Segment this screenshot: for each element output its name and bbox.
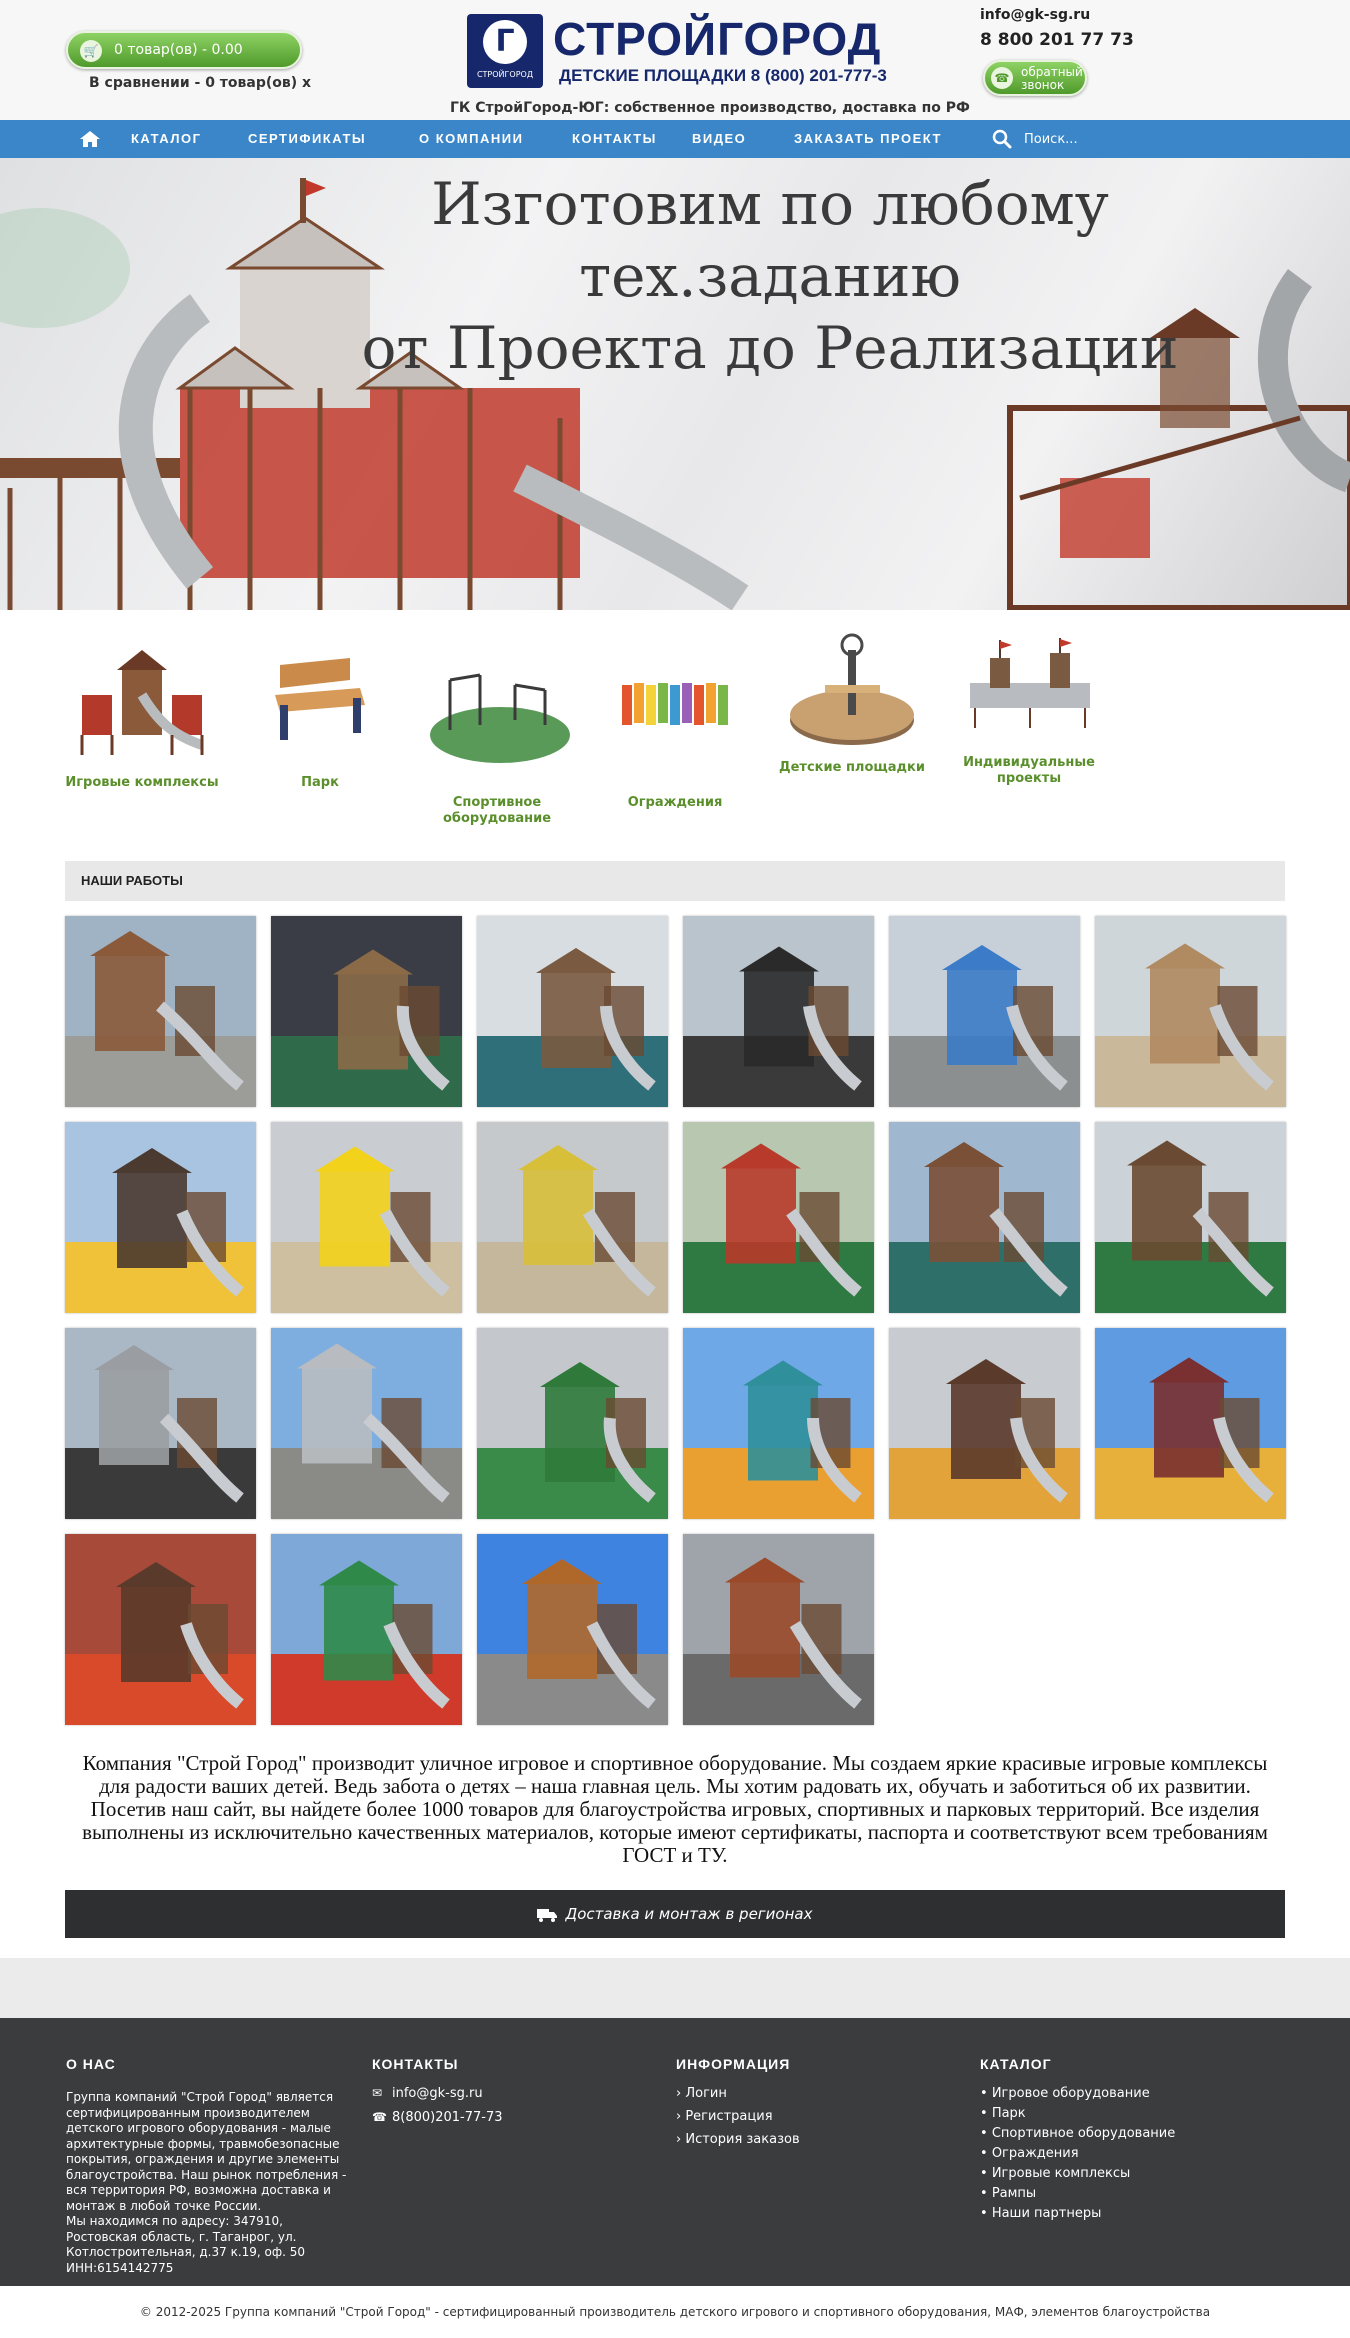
footer-info-title: ИНФОРМАЦИЯ	[676, 2056, 791, 2072]
company-description: Компания "Строй Город" производит уличное игровое и спортивное оборудование. Мы создаем яркие красивые игровые комплексы для радости ваших детей. Ведь забота о детях – наша главная цель. Мы хотим радовать их, обучать и заботиться об их развитии. Посетив наш сайт, вы найдете более 1000 товаров для благоустройства игровых, спортивных и парковых территорий. Все изделия выполнены из исключительно качественных материалов, которые имеют сертификаты, паспорта и соответствуют всем требованиям ГОСТ и ТУ.	[82, 1751, 1268, 1867]
callback-button[interactable]	[983, 60, 1087, 96]
footer-phone: 8(800)201-77-73	[392, 2110, 503, 2125]
banner-headline-line3: от Проекта до Реализации	[361, 314, 1179, 382]
footer-catalog-link[interactable]	[980, 2126, 1175, 2141]
work-photo[interactable]	[889, 1122, 1080, 1313]
phone-icon: ☎	[372, 2110, 387, 2124]
nav-item-contacts[interactable]: КОНТАКТЫ	[572, 131, 657, 146]
footer-catalog-link[interactable]	[980, 2206, 1101, 2221]
category-image-park[interactable]	[265, 650, 375, 750]
cart-label: 0 товар(ов) - 0.00	[114, 42, 243, 58]
work-photo-image	[889, 916, 1080, 1107]
work-photo-image	[477, 1534, 668, 1725]
work-photo[interactable]	[271, 1534, 462, 1725]
logo-subtitle: ДЕТСКИЕ ПЛОЩАДКИ 8 (800) 201-777-3	[559, 66, 887, 85]
phone-icon: ☎	[991, 67, 1013, 89]
footer-catalog-link-label: Рампы	[991, 2186, 1037, 2201]
work-photo[interactable]	[271, 1328, 462, 1519]
work-photo-image	[271, 1122, 462, 1313]
work-photo-image	[683, 1122, 874, 1313]
footer-catalog-link-label: Наши партнеры	[991, 2206, 1102, 2221]
work-photo[interactable]	[65, 1122, 256, 1313]
site-logo[interactable]	[467, 12, 887, 90]
work-photo-image	[477, 1328, 668, 1519]
work-photo-image	[1095, 916, 1286, 1107]
work-photo[interactable]	[1095, 916, 1286, 1107]
header-email-link[interactable]: info@gk-sg.ru	[980, 7, 1091, 23]
work-photo-image	[889, 1328, 1080, 1519]
work-photo-image	[477, 1122, 668, 1313]
work-photo-image	[477, 916, 668, 1107]
footer-info-link[interactable]	[676, 2132, 800, 2147]
work-photo[interactable]	[65, 1328, 256, 1519]
logo-name: СТРОЙГОРОД	[553, 13, 882, 65]
work-photo-image	[1095, 1122, 1286, 1313]
work-photo[interactable]	[683, 1328, 874, 1519]
category-image-sport-equipment[interactable]	[425, 660, 575, 765]
search-input[interactable]	[1024, 127, 1144, 151]
header-phone-link[interactable]: 8 800 201 77 73	[980, 30, 1134, 50]
work-photo-image	[683, 1328, 874, 1519]
footer-catalog-link[interactable]	[980, 2146, 1079, 2161]
work-photo-image	[65, 1122, 256, 1313]
work-photo[interactable]	[477, 916, 668, 1107]
work-photo[interactable]	[1095, 1122, 1286, 1313]
nav-item-certificates[interactable]: СЕРТИФИКАТЫ	[248, 131, 367, 146]
home-icon[interactable]	[80, 131, 100, 147]
bullet-icon: •	[980, 2166, 992, 2181]
work-photo[interactable]	[65, 916, 256, 1107]
footer-catalog-link[interactable]	[980, 2186, 1036, 2201]
truck-icon	[537, 1908, 557, 1922]
footer-catalog-link-label: Ограждения	[991, 2146, 1079, 2161]
work-photo[interactable]	[683, 1534, 874, 1725]
work-photo[interactable]	[477, 1122, 668, 1313]
banner-headline-line1: Изготовим по любому	[431, 170, 1109, 238]
work-photo-image	[65, 1328, 256, 1519]
nav-item-about[interactable]: О КОМПАНИИ	[419, 131, 524, 146]
spacer-band	[0, 1958, 1350, 2018]
chevron-right-icon: ›	[676, 2132, 686, 2147]
work-photo-image	[889, 1122, 1080, 1313]
bullet-icon: •	[980, 2146, 992, 2161]
work-photo[interactable]	[683, 916, 874, 1107]
cart-icon: 🛒	[80, 40, 102, 62]
category-image-playgrounds[interactable]	[785, 630, 920, 755]
header-tagline: ГК СтройГород-ЮГ: собственное производство, доставка по РФ	[450, 100, 970, 116]
main-nav	[0, 120, 1350, 158]
footer-catalog-link-label: Игровое оборудование	[991, 2086, 1150, 2101]
chevron-right-icon: ›	[676, 2109, 686, 2124]
footer-catalog-link[interactable]	[980, 2086, 1150, 2101]
footer-info-link-label: История заказов	[685, 2132, 800, 2147]
footer-info-link[interactable]	[676, 2109, 773, 2124]
work-photo-image	[271, 916, 462, 1107]
bullet-icon: •	[980, 2126, 992, 2141]
site-footer	[0, 2018, 1350, 2286]
banner-headline-line2: тех.заданию	[579, 242, 961, 310]
delivery-link[interactable]	[65, 1890, 1285, 1938]
footer-catalog-link-label: Игровые комплексы	[991, 2166, 1131, 2181]
footer-email: info@gk-sg.ru	[392, 2086, 483, 2101]
logo-emblem-letter: Г	[483, 20, 527, 64]
category-image-fences[interactable]	[620, 675, 730, 735]
category-park[interactable]: Парк	[301, 775, 339, 790]
delivery-label: Доставка и монтаж в регионах	[565, 1905, 813, 1923]
envelope-icon: ✉	[372, 2086, 383, 2100]
bullet-icon: •	[980, 2086, 992, 2101]
category-image-individual-projects[interactable]	[960, 638, 1100, 733]
bullet-icon: •	[980, 2186, 992, 2201]
category-individual-projects[interactable]: Индивидуальные проекты	[963, 755, 1095, 786]
cart-button[interactable]	[66, 31, 302, 69]
work-photo-image	[271, 1534, 462, 1725]
compare-link[interactable]: В сравнении - 0 товар(ов) x	[89, 75, 312, 91]
work-photo-image	[65, 1534, 256, 1725]
category-playgrounds[interactable]: Детские площадки	[779, 760, 925, 775]
work-photo[interactable]	[65, 1534, 256, 1725]
chevron-right-icon: ›	[676, 2086, 686, 2101]
works-title: НАШИ РАБОТЫ	[81, 873, 183, 888]
footer-info-link[interactable]	[676, 2086, 727, 2101]
copyright: © 2012-2025 Группа компаний "Строй Город" - сертифицированный производитель детского игрового и спортивного оборудования, МАФ, элементов благоустройства	[0, 2286, 1350, 2338]
category-fences[interactable]: Ограждения	[627, 795, 723, 810]
work-photo[interactable]	[683, 1122, 874, 1313]
callback-label-line1: обратный	[1021, 65, 1083, 79]
category-play-complexes[interactable]: Игровые комплексы	[65, 775, 219, 790]
work-photo-image	[1095, 1328, 1286, 1519]
footer-catalog-link-label: Спортивное оборудование	[991, 2126, 1176, 2141]
footer-info-link-label: Логин	[685, 2086, 727, 2101]
work-photo[interactable]	[271, 1122, 462, 1313]
footer-email-link[interactable]	[372, 2086, 483, 2101]
work-photo[interactable]	[889, 916, 1080, 1107]
footer-contacts-title: КОНТАКТЫ	[372, 2056, 459, 2072]
work-photo-image	[683, 1534, 874, 1725]
logo-emblem-text: СТРОЙГОРОД	[476, 70, 534, 79]
nav-item-video[interactable]: ВИДЕО	[692, 131, 747, 146]
logo-emblem	[467, 14, 543, 88]
nav-item-order-project[interactable]: ЗАКАЗАТЬ ПРОЕКТ	[794, 131, 942, 146]
work-photo[interactable]	[477, 1534, 668, 1725]
works-section-header	[65, 861, 1285, 901]
footer-catalog-link[interactable]	[980, 2166, 1130, 2181]
site-header	[0, 0, 1350, 120]
footer-about-text: Группа компаний "Строй Город" является сертифицированным производителем детского игрового оборудования - малые архитектурные формы, травмобезопасные покрытия, ограждения и другие элементы благоустройства. Наш рынок потребления - вся территория РФ, возможна доставка и монтаж в любой точке России. Мы находимся по адресу: 347910, Ростовская область, г. Таганрог, ул. Котлостроительная, д.37 к.19, оф. 50 ИНН:6154142775	[66, 2090, 347, 2275]
footer-info-link-label: Регистрация	[685, 2109, 773, 2124]
nav-item-catalog[interactable]: КАТАЛОГ	[131, 131, 202, 146]
category-sport-equipment[interactable]: Спортивное оборудование	[442, 795, 552, 826]
footer-phone-link[interactable]	[372, 2110, 503, 2125]
work-photo[interactable]	[271, 916, 462, 1107]
footer-about-title: О НАС	[66, 2056, 116, 2072]
work-photo-image	[271, 1328, 462, 1519]
search-icon[interactable]	[992, 129, 1012, 149]
category-image-play-complexes[interactable]	[62, 640, 222, 760]
bullet-icon: •	[980, 2106, 992, 2121]
footer-catalog-link-label: Парк	[991, 2106, 1026, 2121]
footer-catalog-title: КАТАЛОГ	[980, 2056, 1052, 2072]
hero-banner[interactable]	[0, 158, 1350, 610]
work-photo[interactable]	[889, 1328, 1080, 1519]
work-photo-image	[683, 916, 874, 1107]
work-photo[interactable]	[1095, 1328, 1286, 1519]
footer-catalog-link[interactable]	[980, 2106, 1026, 2121]
bullet-icon: •	[980, 2206, 992, 2221]
work-photo[interactable]	[477, 1328, 668, 1519]
callback-label-line2: звонок	[1021, 78, 1065, 92]
work-photo-image	[65, 916, 256, 1107]
